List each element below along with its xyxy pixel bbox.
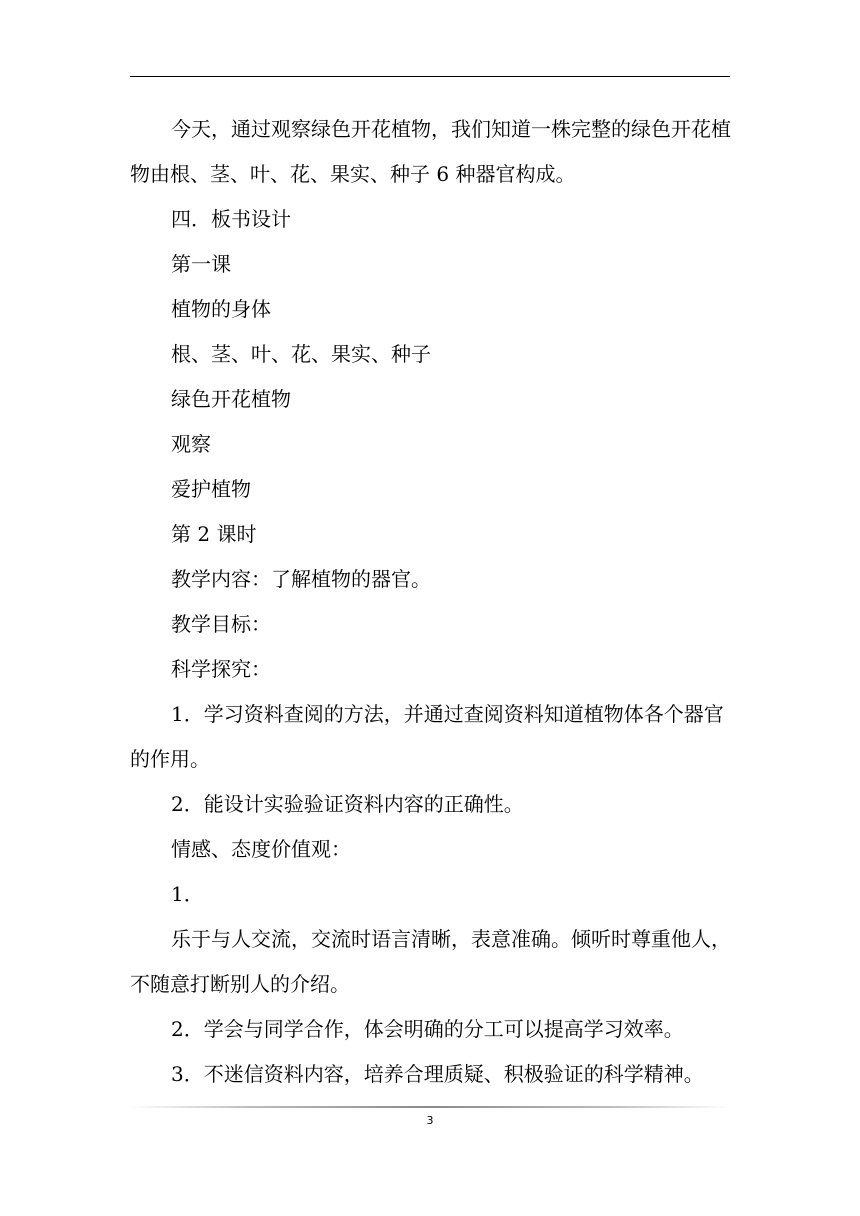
paragraph: 情感、态度价值观：: [171, 837, 351, 861]
header-rule: [130, 76, 730, 77]
list-item: 1．: [171, 882, 204, 906]
list-item: 2．学会与同学合作，体会明确的分工可以提高学习效率。: [171, 1017, 684, 1041]
paragraph: 绿色开花植物: [171, 387, 291, 411]
paragraph: 植物的身体: [171, 297, 271, 321]
paragraph: 爱护植物: [171, 477, 251, 501]
paragraph: 今天，通过观察绿色开花植物，我们知道一株完整的绿色开花植 物由根、茎、叶、花、果实、种子 6 种器官构成。: [130, 117, 731, 186]
section-heading: 四．板书设计: [171, 207, 291, 231]
paragraph: 教学内容：了解植物的器官。: [171, 567, 431, 591]
page-number: 3: [426, 1114, 434, 1127]
paragraph: 乐于与人交流，交流时语言清晰，表意准确。倾听时尊重他人， 不随意打断别人的介绍。: [130, 927, 731, 996]
footer-rule: [130, 1106, 730, 1108]
paragraph: 科学探究：: [171, 657, 271, 681]
list-item: 3．不迷信资料内容，培养合理质疑、积极验证的科学精神。: [171, 1062, 704, 1086]
paragraph: 第一课: [171, 252, 231, 276]
paragraph: 观察: [171, 432, 211, 456]
list-item: 1．学习资料查阅的方法，并通过查阅资料知道植物体各个器官 的作用。: [130, 702, 724, 771]
paragraph: 根、茎、叶、花、果实、种子: [171, 342, 431, 366]
list-item: 2．能设计实验验证资料内容的正确性。: [171, 792, 524, 816]
section-heading: 第 2 课时: [171, 522, 257, 546]
paragraph: 教学目标：: [171, 612, 271, 636]
document-body: [130, 107, 730, 1097]
